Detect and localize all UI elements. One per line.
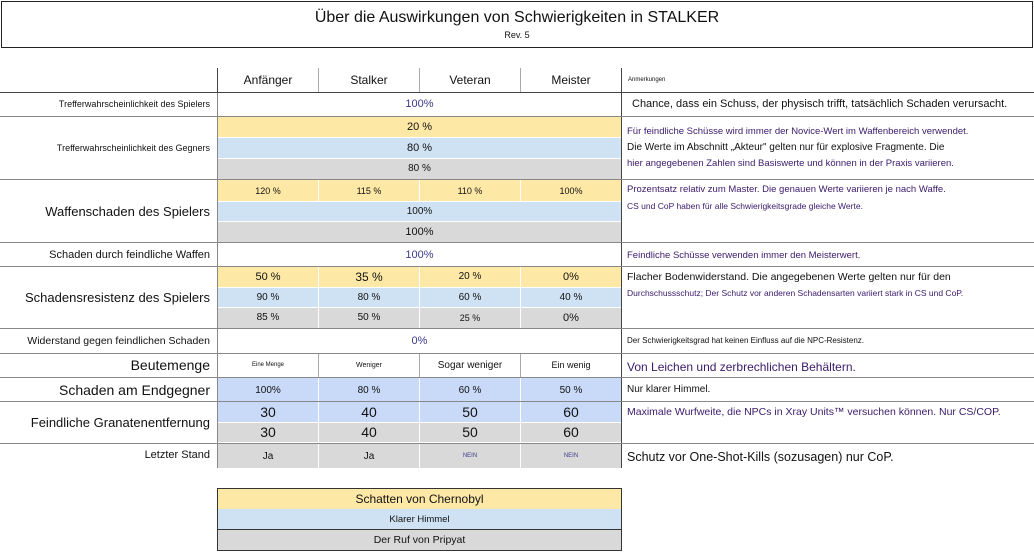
value-grenade-cs-0: 30 xyxy=(218,402,318,422)
value-grenade-cs-1: 40 xyxy=(319,402,419,422)
header-divider xyxy=(520,68,521,92)
value-grenade-cop-1: 40 xyxy=(319,422,419,442)
label-enemy-resistance: Widerstand gegen feindlichen Schaden xyxy=(27,335,210,347)
value-weapon-damage-soc-0: 120 % xyxy=(218,180,318,201)
value-weapon-damage-soc-1: 115 % xyxy=(319,180,419,201)
value-resistance-cs-2: 60 % xyxy=(420,287,520,307)
notes-divider xyxy=(621,68,622,468)
grid-line xyxy=(419,353,420,377)
row-divider xyxy=(0,328,1034,329)
grid-line xyxy=(318,378,319,468)
legend-call-of-pripyat: Der Ruf von Pripyat xyxy=(217,530,622,551)
value-boss-damage-2: 60 % xyxy=(420,378,520,402)
value-resistance-soc-3: 0% xyxy=(521,266,621,287)
value-resistance-cop-1: 50 % xyxy=(319,307,419,328)
value-enemy-hit-soc: 20 % xyxy=(218,116,621,137)
header-divider xyxy=(419,68,420,92)
label-damage-resistance: Schadensresistenz des Spielers xyxy=(25,289,210,305)
label-loot: Beutemenge xyxy=(130,357,210,373)
value-grenade-cop-3: 60 xyxy=(521,422,621,442)
note-player-hit: Chance, dass ein Schuss, der physisch trifft, tatsächlich Schaden verursacht. xyxy=(632,98,1008,110)
value-resistance-soc-1: 35 % xyxy=(319,266,419,287)
row-divider xyxy=(0,92,1034,93)
label-enemy-weapon-damage: Schaden durch feindliche Waffen xyxy=(49,248,210,261)
label-player-hit: Trefferwahrscheinlichkeit des Spielers xyxy=(58,99,210,109)
value-boss-damage-0: 100% xyxy=(218,378,318,402)
revision-label: Rev. 5 xyxy=(504,30,530,40)
note-loot: Von Leichen und zerbrechlichen Behältern. xyxy=(627,360,856,374)
value-weapon-damage-soc-2: 110 % xyxy=(420,180,520,201)
value-loot-1: Weniger xyxy=(319,353,419,377)
note-weapon-damage: Prozentsatz relativ zum Master. Die genauen Werte variieren je nach Waffe. CS und CoP haben für alle Schwierigkeitsgrade gleiche Werte. xyxy=(627,184,946,211)
note-last-stand: Schutz vor One-Shot-Kills (sozusagen) nur CoP. xyxy=(627,450,894,464)
grid-line xyxy=(218,287,621,288)
column-header-anfaenger: Anfänger xyxy=(243,73,293,87)
value-last-stand-2: NEIN xyxy=(420,444,520,468)
value-grenade-cs-3: 60 xyxy=(521,402,621,422)
grid-line xyxy=(419,266,420,328)
value-grenade-cop-2: 50 xyxy=(420,422,520,442)
value-grenade-cop-0: 30 xyxy=(218,422,318,442)
grid-line xyxy=(218,158,621,159)
value-last-stand-0: Ja xyxy=(218,444,318,468)
grid-line xyxy=(419,180,420,201)
note-enemy-resistance: Der Schwierigkeitsgrad hat keinen Einfluss auf die NPC-Resistenz. xyxy=(627,336,864,345)
row-divider xyxy=(0,242,1034,243)
value-last-stand-3: NEIN xyxy=(521,444,621,468)
grid-line xyxy=(318,353,319,377)
grid-line xyxy=(419,378,420,468)
grid-line xyxy=(318,180,319,201)
value-resistance-cop-2: 25 % xyxy=(420,307,520,328)
value-resistance-soc-0: 50 % xyxy=(218,266,318,287)
row-divider xyxy=(0,179,1034,180)
value-resistance-soc-2: 20 % xyxy=(420,266,520,287)
label-divider xyxy=(217,92,218,468)
value-weapon-damage-cs: 100% xyxy=(218,201,621,221)
value-resistance-cop-0: 85 % xyxy=(218,307,318,328)
value-enemy-resistance: 0% xyxy=(218,329,621,353)
row-divider xyxy=(0,377,1034,378)
row-divider xyxy=(0,116,1034,117)
label-last-stand: Letzter Stand xyxy=(144,449,210,461)
header-divider xyxy=(217,68,218,92)
note-grenade-distance: Maximale Wurfweite, die NPCs in Xray Units™ versuchen können. Nur CS/COP. xyxy=(627,406,1001,418)
grid-line xyxy=(520,266,521,328)
grid-line xyxy=(520,180,521,201)
value-loot-3: Ein wenig xyxy=(521,353,621,377)
grid-line xyxy=(520,378,521,468)
value-boss-damage-3: 50 % xyxy=(521,378,621,402)
grid-line xyxy=(218,201,621,202)
note-boss-damage: Nur klarer Himmel. xyxy=(627,384,711,395)
page-title: Über die Auswirkungen von Schwierigkeiten in STALKER xyxy=(314,9,720,26)
value-resistance-cs-1: 80 % xyxy=(319,287,419,307)
legend-clear-sky: Klarer Himmel xyxy=(217,509,622,530)
value-enemy-weapon-damage: 100% xyxy=(218,243,621,266)
grid-line xyxy=(218,422,621,423)
value-enemy-hit-cs: 80 % xyxy=(218,137,621,158)
label-weapon-damage: Waffenschaden des Spielers xyxy=(45,203,210,219)
note-enemy-weapon-damage: Feindliche Schüsse verwenden immer den Meisterwert. xyxy=(627,249,861,261)
label-grenade-distance: Feindliche Granatenentfernung xyxy=(30,414,210,430)
row-divider xyxy=(0,443,1034,444)
grid-line xyxy=(218,307,621,308)
label-enemy-hit: Trefferwahrscheinlichkeit des Gegners xyxy=(56,142,210,153)
value-resistance-cs-0: 90 % xyxy=(218,287,318,307)
value-resistance-cop-3: 0% xyxy=(521,307,621,328)
value-loot-2: Sogar weniger xyxy=(420,353,520,377)
grid-line xyxy=(218,137,621,138)
value-weapon-damage-soc-3: 100% xyxy=(521,180,621,201)
grid-line xyxy=(520,353,521,377)
value-boss-damage-1: 80 % xyxy=(319,378,419,402)
value-loot-0: Eine Menge xyxy=(218,353,318,377)
note-enemy-hit: Für feindliche Schüsse wird immer der Novice-Wert im Waffenbereich verwendet. Die Werte im Abschnitt „Akteur" gelten nur für explosive Fragmente. Die hier angegebenen Zahlen sind Basiswerte und können in der Praxis variieren. xyxy=(627,125,969,169)
value-player-hit: 100% xyxy=(218,92,621,116)
title-box xyxy=(1,1,1033,48)
grid-line xyxy=(218,221,621,222)
legend-shadow-of-chernobyl: Schatten von Chernobyl xyxy=(217,488,622,510)
row-divider xyxy=(0,353,1034,354)
grid-line xyxy=(318,266,319,328)
column-header-meister: Meister xyxy=(551,73,591,87)
value-weapon-damage-cop: 100% xyxy=(218,221,621,242)
label-boss-damage: Schaden am Endgegner xyxy=(59,382,210,398)
row-divider xyxy=(0,401,1034,402)
value-last-stand-1: Ja xyxy=(319,444,419,468)
value-resistance-cs-3: 40 % xyxy=(521,287,621,307)
value-grenade-cs-2: 50 xyxy=(420,402,520,422)
column-header-stalker: Stalker xyxy=(350,73,388,87)
header-divider xyxy=(318,68,319,92)
column-header-notes: Anmerkungen xyxy=(628,77,666,83)
column-header-veteran: Veteran xyxy=(449,73,491,87)
row-divider xyxy=(0,266,1034,267)
value-enemy-hit-cop: 80 % xyxy=(218,158,621,179)
note-damage-resistance: Flacher Bodenwiderstand. Die angegebenen Werte gelten nur für den Durchschussschutz; Der Schutz vor anderen Schadensarten variiert stark in CS und CoP. xyxy=(627,271,964,298)
